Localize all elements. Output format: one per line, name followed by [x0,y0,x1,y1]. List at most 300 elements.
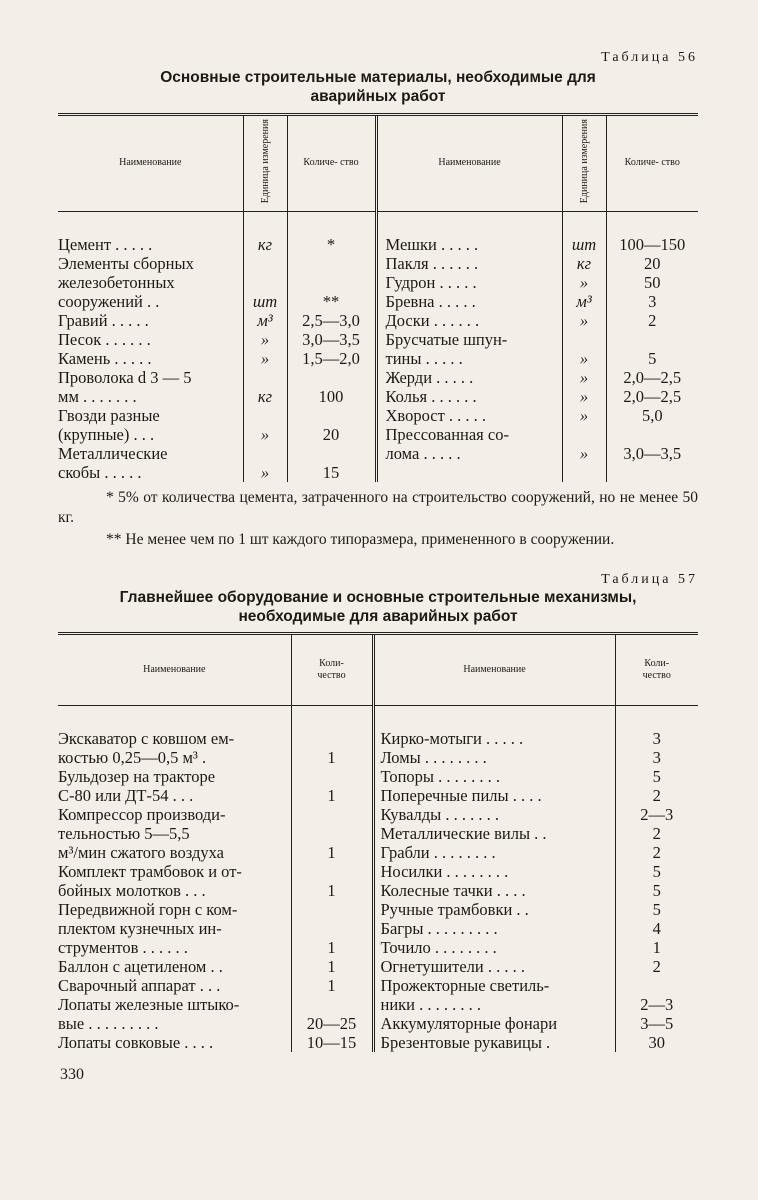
table57-text-left-qty: 1 [327,880,336,900]
table56-text-left-unit [244,444,287,463]
table56-text-right-qty: 20 [644,253,661,273]
table56-text-left-qty [288,406,375,425]
table57-text-right-name: Грабли . . . . . . . . [380,842,496,862]
table57-text-left-qty: 1 [327,937,336,957]
table56-cell-left-qty [287,235,376,254]
table57-text-right-name: Носилки . . . . . . . . [380,861,509,881]
table56-text-right-qty [607,463,699,482]
table56-cell-left-qty [287,273,376,292]
table56-text-right-qty: 5,0 [641,405,663,425]
table56-text-right-name: лома . . . . . [385,443,461,463]
table56-text-right-name: Хворост . . . . . [385,405,487,425]
table56-text-left-unit [244,368,287,387]
table56-cell-left-name [58,463,243,482]
table56-cell-right-unit [562,330,606,349]
table56-text-left-unit: » [260,462,270,482]
table56-text-left-unit: кг [257,386,273,406]
table57-cell-left-name [58,938,291,957]
table56-text-right-unit [563,330,606,349]
table57-text-left-qty [292,805,372,824]
table57-cell-right-name [373,995,615,1014]
table57-text-right-name: Прожекторные светиль- [380,975,550,995]
table57-text-right-name: Точило . . . . . . . . [380,937,497,957]
table57-text-right-name: Колесные тачки . . . . [380,880,526,900]
table57-text-left-name: Баллон с ацетиленом . . [58,956,223,976]
table57-cell-left-name [58,881,291,900]
table56-text-left-qty [288,444,375,463]
table57-text-right-qty: 2 [652,785,661,805]
table56-cell-left-qty [287,444,376,463]
table57-text-right-qty: 5 [652,766,661,786]
table-row [58,843,698,862]
table56-text-right-unit: кг [576,253,592,273]
table56-text-right-unit: » [579,367,589,387]
table56-cell-left-unit [243,387,287,406]
table56-text-right-unit: » [579,272,589,292]
table57-cell-right-qty [615,938,698,957]
table56-text-left-qty: 3,0—3,5 [302,329,360,349]
table56-cell-right-unit [562,463,606,482]
table-row [58,387,698,406]
table57-cell-right-qty [615,1014,698,1033]
table56-text-right-qty: 5 [648,348,657,368]
table57-cell-left-name [58,862,291,881]
table57-cell-right-name [373,938,615,957]
table56-cell-left-name [58,387,243,406]
table57-cell-left-qty [291,900,373,919]
table57-cell-right-name [373,729,615,748]
table57-cell-left-qty [291,805,373,824]
table56-cell-left-name [58,273,243,292]
table57-text-left-name: Сварочный аппарат . . . [58,975,221,995]
table56-text-left-unit: кг [257,234,273,254]
table56-cell-right-qty [606,273,698,292]
table57-text-left-name: струментов . . . . . . [58,937,188,957]
table56-cell-right-name [376,349,562,368]
table57-cell-right-name [373,957,615,976]
table56-text-left-unit [244,273,287,292]
table56-cell-left-qty [287,292,376,311]
table56-text-left-name: Гравий . . . . . [58,310,149,330]
table56-text-left-name: скобы . . . . . [58,462,142,482]
table56-text-left-qty [288,273,375,292]
table57-text-left-qty [292,900,372,919]
table57-text-right-name: ники . . . . . . . . [380,994,482,1014]
table57-text-right-name: Кирко-мотыги . . . . . [380,728,524,748]
table57-cell-left-qty [291,729,373,748]
table-row [58,805,698,824]
table-row [58,330,698,349]
table-row [58,862,698,881]
table56-cell-left-unit [243,349,287,368]
table57-text-left-name: м³/мин сжатого воздуха [58,842,224,862]
table-row [58,767,698,786]
table57-cell-left-name [58,900,291,919]
table57-cell-left-qty [291,862,373,881]
table56-text-right-name: Мешки . . . . . [385,234,479,254]
table57-text-left-name: Комплект трамбовок и от- [58,861,242,881]
table57-cell-right-qty [615,881,698,900]
table57-text-right-name: Кувалды . . . . . . . [380,804,500,824]
table57-text-left-name: вые . . . . . . . . . [58,1013,159,1033]
table57-text-right-name: Огнетушители . . . . . [380,956,525,976]
table57-body [58,706,698,1052]
table57-cell-left-name [58,843,291,862]
table56-cell-left-name [58,235,243,254]
table56-title-line2: аварийных работ [310,88,446,105]
table57-text-right-name: Топоры . . . . . . . . [380,766,501,786]
table57-text-right-qty: 2 [652,823,661,843]
table57-title-line1: Главнейшее оборудование и основные строительные механизмы, [119,589,637,606]
table56-header-name-left: Наименование [119,157,182,169]
table57-cell-left-name [58,1033,291,1052]
table56-text-right-qty [607,330,699,349]
table56-cell-right-name [376,406,562,425]
table56-cell-left-name [58,254,243,273]
table56-text-right-name [378,463,562,482]
table56-cell-right-qty [606,387,698,406]
table57-text-right-qty [616,976,699,995]
table-row [58,824,698,843]
table57-cell-right-name [373,843,615,862]
table57-cell-right-qty [615,805,698,824]
table57-cell-right-qty [615,729,698,748]
table56-text-right-unit: » [579,386,589,406]
table56-text-right-qty: 2,0—2,5 [623,386,682,406]
table57-cell-left-name [58,824,291,843]
table56-notes [58,488,698,550]
table56-cell-left-qty [287,425,376,444]
table57-text-left-qty: 1 [327,785,336,805]
table-row [58,254,698,273]
table57-cell-right-name [373,919,615,938]
table56-cell-right-qty [606,349,698,368]
table56-cell-right-unit [562,406,606,425]
table57-cell-right-name [373,1033,615,1052]
table56-text-right-qty: 50 [644,272,661,292]
table56-cell-left-unit [243,235,287,254]
table57-cell-left-name [58,786,291,805]
table56-cell-right-unit [562,349,606,368]
table57-text-right-qty: 2—3 [640,994,674,1014]
table56-header-unit-right [562,116,606,211]
table57-text-left-name: костью 0,25—0,5 м³ . [58,747,207,767]
table-row [58,957,698,976]
table56-text-left-name: сооружений . . [58,291,160,311]
table56-cell-left-name [58,349,243,368]
table57-cell-right-name [373,805,615,824]
table57-text-right-qty: 5 [652,899,661,919]
table56-cell-left-name [58,330,243,349]
table-row [58,463,698,482]
table56-text-right-unit: » [579,405,589,425]
table56-label: Таблица 56 [601,50,698,65]
table56-text-right-unit [563,425,606,444]
table56-cell-right-name [376,330,562,349]
table57-text-right-qty: 5 [652,880,661,900]
table56-cell-right-name [376,463,562,482]
table56-text-left-qty: 1,5—2,0 [302,348,360,368]
table57-text-left-qty: 20—25 [306,1013,357,1033]
table56-text-right-unit [563,463,606,482]
table56-cell-right-unit [562,444,606,463]
table57-text-right-qty: 30 [648,1032,665,1052]
table56-cell-left-unit [243,406,287,425]
table-row [58,311,698,330]
table57-cell-right-qty [615,786,698,805]
table57-text-right-name: Ломы . . . . . . . . [380,747,487,767]
table56-cell-left-unit [243,311,287,330]
table57-cell-left-name [58,805,291,824]
table57-cell-left-qty [291,748,373,767]
table56-cell-left-name [58,406,243,425]
table57-text-left-qty [292,919,372,938]
table56-cell-right-name [376,292,562,311]
table57-cell-right-qty [615,995,698,1014]
table57-text-left-qty: 1 [327,842,336,862]
table-row [58,1014,698,1033]
table56-cell-right-unit [562,292,606,311]
table56-text-right-unit: шт [571,234,597,254]
table57-text-left-name: тельностью 5—5,5 [58,823,190,843]
table57-cell-right-name [373,862,615,881]
table56-cell-right-unit [562,368,606,387]
table57-text-left-name: бойных молотков . . . [58,880,206,900]
table57-cell-left-qty [291,938,373,957]
table56-text-right-name: Доски . . . . . . [385,310,480,330]
table56-text-left-name: Камень . . . . . [58,348,152,368]
table57-cell-right-name [373,786,615,805]
table-row [58,786,698,805]
table56-cell-right-name [376,444,562,463]
table56-note2: ** Не менее чем по 1 шт каждого типоразмера, примененного в сооружении. [106,531,615,548]
table56-text-right-qty: 3 [648,291,657,311]
table56-cell-right-qty [606,406,698,425]
table56-text-right-unit: » [579,310,589,330]
table56-cell-left-unit [243,444,287,463]
table57-cell-left-qty [291,1033,373,1052]
table56-text-right-unit: м³ [576,291,592,311]
table57-cell-left-qty [291,881,373,900]
table56-text-left-qty [288,368,375,387]
table57-cell-left-qty [291,824,373,843]
table57-label: Таблица 57 [601,572,698,587]
table56-text-left-unit: шт [252,291,278,311]
table57-text-left-name: С-80 или ДТ-54 . . . [58,785,194,805]
table56-cell-right-unit [562,235,606,254]
table-row [58,444,698,463]
table57-text-right-qty: 2—3 [640,804,674,824]
table57-cell-right-qty [615,1033,698,1052]
table57-header-name-left: Наименование [143,663,206,675]
table57-rows [58,729,698,1052]
table57-cell-left-qty [291,919,373,938]
table57-cell-right-name [373,1014,615,1033]
table57-cell-right-name [373,976,615,995]
table57-cell-right-qty [615,862,698,881]
table56-cell-left-unit [243,254,287,273]
table57-cell-right-name [373,767,615,786]
table56-cell-left-qty [287,254,376,273]
table56-text-right-qty [607,425,699,444]
table56-cell-left-unit [243,463,287,482]
table56-cell-right-unit [562,254,606,273]
table56-cell-right-name [376,368,562,387]
table57-text-right-name: Аккумуляторные фонари [380,1013,558,1033]
table56-text-right-name: Прессованная со- [385,424,509,444]
table56-text-left-qty [288,254,375,273]
table56-cell-right-unit [562,387,606,406]
page-number: 330 [60,1066,84,1083]
table57-cell-left-name [58,957,291,976]
table57-text-left-qty: 10—15 [306,1032,357,1052]
table57-text-right-name: Ручные трамбовки . . [380,899,529,919]
table57-cell-right-qty [615,957,698,976]
table56-text-left-unit: м³ [257,310,273,330]
table57-text-left-name: Лопаты совковые . . . . [58,1032,214,1052]
table56-cell-left-qty [287,406,376,425]
table56-cell-right-name [376,311,562,330]
table57-title-line2: необходимые для аварийных работ [238,608,518,625]
table-row [58,729,698,748]
table-row [58,368,698,387]
table-row [58,425,698,444]
table56-text-left-name: Цемент . . . . . [58,234,153,254]
table57-text-right-qty: 2 [652,842,661,862]
table57-text-right-qty: 2 [652,956,661,976]
table56-text-right-name: Пакля . . . . . . [385,253,479,273]
table56-cell-right-qty [606,330,698,349]
table57-cell-right-name [373,824,615,843]
table56-text-left-qty: 20 [322,424,340,444]
table56-text-right-name: Жерди . . . . . [385,367,474,387]
table57-text-right-qty: 4 [652,918,661,938]
table57-header-qty-left: Коли- чество [291,635,373,705]
table56-cell-right-qty [606,235,698,254]
table-row [58,900,698,919]
table56-text-right-name: Колья . . . . . . [385,386,477,406]
table57-cell-right-qty [615,919,698,938]
table56-cell-right-name [376,425,562,444]
table56-cell-left-unit [243,292,287,311]
table56-text-left-name: Элементы сборных [58,253,194,273]
table57-text-right-qty: 3—5 [640,1013,674,1033]
table57-cell-right-name [373,900,615,919]
table57-cell-left-name [58,729,291,748]
table56-cell-left-unit [243,273,287,292]
table57-text-left-name: Бульдозер на тракторе [58,766,216,786]
table56-text-right-name: Гудрон . . . . . [385,272,477,292]
table56-cell-left-name [58,292,243,311]
table56-text-left-name: (крупные) . . . [58,424,155,444]
table57-cell-right-qty [615,824,698,843]
table57-text-left-qty [292,995,372,1014]
table57-cell-right-qty [615,900,698,919]
table56-cell-left-qty [287,387,376,406]
table56-text-left-unit: » [260,424,270,444]
table56-cell-right-qty [606,292,698,311]
table57-cell-left-name [58,1014,291,1033]
table56-text-right-name: тины . . . . . [385,348,463,368]
table-row [58,748,698,767]
table56-header-unit-left [243,116,287,211]
table-row [58,919,698,938]
table56-text-left-name: Проволока d 3 — 5 [58,367,192,387]
table56-cell-left-unit [243,425,287,444]
table57-text-right-name: Брезентовые рукавицы . [380,1032,551,1052]
table56-header-unit-left-text: Единица измерения [259,119,271,204]
table56-text-right-qty: 2,0—2,5 [623,367,682,387]
table56-header-name-right: Наименование [376,116,562,211]
table56-cell-left-unit [243,368,287,387]
table-row [58,235,698,254]
table56-cell-right-unit [562,311,606,330]
table56-title-line1: Основные строительные материалы, необходимые для [160,69,596,86]
table56-cell-right-qty [606,425,698,444]
table56-text-left-qty: 100 [318,386,344,406]
table56-text-right-qty: 100—150 [619,234,686,254]
table56-cell-right-qty [606,311,698,330]
table56-text-left-unit: » [260,348,270,368]
table57-header [58,635,698,706]
table56-cell-left-unit [243,330,287,349]
table56-text-left-qty: 15 [322,462,340,482]
table56-cell-left-qty [287,463,376,482]
table57-text-left-name: плектом кузнечных ин- [58,918,222,938]
table57-cell-right-qty [615,976,698,995]
table56-cell-right-unit [562,425,606,444]
table-row [58,349,698,368]
table57-text-right-name: Металлические вилы . . [380,823,547,843]
table56-cell-right-name [376,254,562,273]
table56-text-right-name: Бревна . . . . . [385,291,476,311]
table56-cell-left-name [58,311,243,330]
table56-text-right-unit: » [579,443,589,463]
table56-cell-left-name [58,444,243,463]
table56-header [58,116,698,212]
table56-text-left-name: мм . . . . . . . [58,386,137,406]
table57-cell-right-qty [615,748,698,767]
table57-cell-left-name [58,748,291,767]
table56-cell-left-name [58,425,243,444]
table-row [58,292,698,311]
table56-text-right-unit: » [579,348,589,368]
table57-cell-left-qty [291,957,373,976]
table-row [58,995,698,1014]
table57-text-right-qty: 3 [652,728,661,748]
table57-cell-left-qty [291,786,373,805]
table56-cell-right-qty [606,254,698,273]
table57-title [58,588,698,626]
table56-cell-left-qty [287,368,376,387]
table57-cell-right-name [373,748,615,767]
table57-text-right-qty: 3 [652,747,661,767]
table56-text-left-name: Песок . . . . . . [58,329,151,349]
table57-cell-left-qty [291,843,373,862]
table57-cell-right-qty [615,767,698,786]
table56-text-right-qty: 3,0—3,5 [623,443,682,463]
table57-cell-left-qty [291,767,373,786]
table57-cell-right-qty [615,843,698,862]
table56-note1: * 5% от количества цемента, затраченного на строительство сооружений, но не менее 50 кг. [58,489,698,526]
table57-text-left-qty [292,767,372,786]
table57-cell-left-qty [291,1014,373,1033]
table56-title [58,68,698,106]
table57-header-name-right: Наименование [373,635,615,705]
table56-cell-left-qty [287,330,376,349]
table57-text-left-name: Передвижной горн с ком- [58,899,238,919]
table-row [58,1033,698,1052]
